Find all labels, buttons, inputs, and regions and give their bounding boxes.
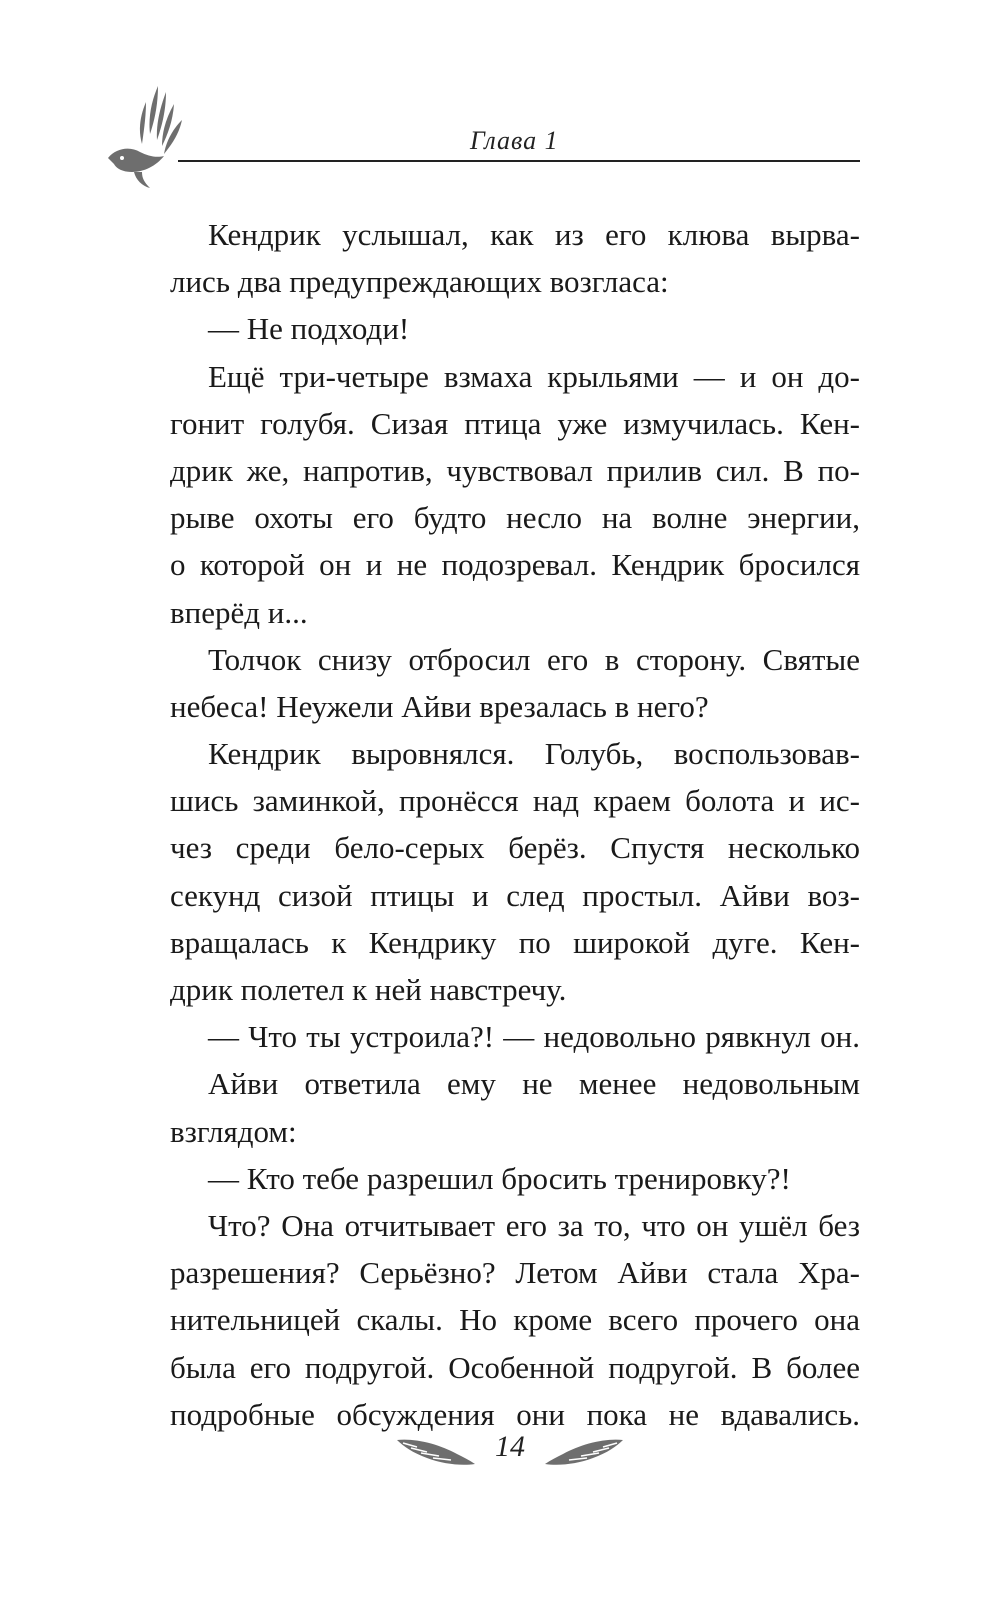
text-line: Кендрик выровнялся. Голубь, воспользовав- bbox=[208, 736, 860, 772]
text-line: рыве охоты его будто несло на волне энергии, bbox=[170, 500, 860, 536]
text-line: гонит голубя. Сизая птица уже измучилась. Кен- bbox=[170, 405, 860, 441]
text-line: — Что ты устроила?! — недовольно рявкнул он. bbox=[208, 1019, 860, 1055]
text-line: вперёд и... bbox=[170, 594, 308, 630]
text-line: нительницей скалы. Но кроме всего прочего она bbox=[170, 1302, 860, 1338]
text-line: разрешения? Серьёзно? Летом Айви стала Хра- bbox=[170, 1255, 860, 1291]
text-line: шись заминкой, пронёсся над краем болота и ис- bbox=[170, 783, 860, 819]
text-line: чез среди бело-серых берёз. Спустя несколько bbox=[170, 830, 860, 866]
page-number: 14 bbox=[495, 1430, 525, 1463]
text-line: секунд сизой птицы и след простыл. Айви воз- bbox=[170, 877, 860, 913]
text-line: Айви ответила ему не менее недовольным bbox=[208, 1066, 860, 1102]
text-line: была его подругой. Особенной подругой. В более bbox=[170, 1349, 860, 1385]
text-line: вращалась к Кендрику по широкой дуге. Кен- bbox=[170, 924, 860, 960]
text-line: дрик же, напротив, чувствовал прилив сил. В по- bbox=[170, 452, 860, 488]
text-line: Что? Она отчитывает его за то, что он ушёл без bbox=[208, 1207, 860, 1243]
text-line: взглядом: bbox=[170, 1113, 297, 1149]
text-line: — Кто тебе разрешил бросить тренировку?! bbox=[208, 1160, 791, 1196]
text-line: небеса! Неужели Айви врезалась в него? bbox=[170, 688, 709, 724]
text-line: подробные обсуждения они пока не вдавались. bbox=[170, 1396, 860, 1432]
running-head: Глава 1 bbox=[470, 126, 559, 155]
body-text bbox=[170, 211, 860, 1438]
text-line: Кендрик услышал, как из его клюва вырва- bbox=[208, 217, 860, 252]
wing-emblem-icon bbox=[100, 82, 186, 192]
feather-right-icon bbox=[543, 1434, 625, 1468]
header-rule bbox=[178, 160, 860, 162]
text-line: дрик полетел к ней навстречу. bbox=[170, 972, 567, 1007]
text-line: Ещё три-четыре взмаха крыльями — и он до- bbox=[208, 358, 860, 394]
text-line: Толчок снизу отбросил его в сторону. Святые bbox=[208, 641, 860, 677]
text-line: лись два предупреждающих возгласа: bbox=[170, 264, 669, 300]
text-line: о которой он и не подозревал. Кендрик бросился bbox=[170, 547, 860, 583]
page-footer bbox=[395, 1428, 625, 1474]
text-line: — Не подходи! bbox=[208, 311, 410, 347]
